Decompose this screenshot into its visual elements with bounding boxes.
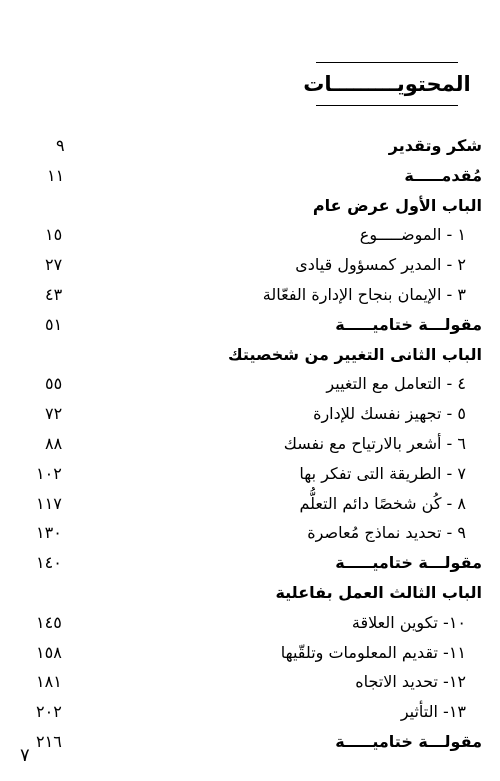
toc-page-number: ١١ xyxy=(47,166,65,185)
toc-row xyxy=(0,609,500,637)
toc-label: ٥ - تجهيز نفسك للإدارة xyxy=(313,404,466,423)
toc-row xyxy=(0,221,500,249)
toc-label: مُقدمـــــة xyxy=(404,166,482,185)
toc-page-number: ١٤٠ xyxy=(36,553,62,572)
toc-label: ١٠- تكوين العلاقة xyxy=(351,613,466,632)
toc-page-number: ١١٧ xyxy=(36,494,62,513)
toc-page-number: ٨٨ xyxy=(45,434,63,453)
toc-row xyxy=(0,162,500,190)
toc-row xyxy=(0,400,500,428)
toc-page-number: ١٥ xyxy=(45,225,63,244)
toc-label: ١١- تقديم المعلومات وتلقّيها xyxy=(280,643,466,662)
toc-row xyxy=(0,579,500,607)
toc-label: مقولـــة ختاميـــــة xyxy=(335,732,482,751)
toc-row xyxy=(0,132,500,160)
page-number: ٧ xyxy=(20,745,30,766)
toc-page-number: ١٣٠ xyxy=(36,523,62,542)
toc-label: ٦ - أشعر بالارتياح مع نفسك xyxy=(283,434,466,453)
toc-page-number: ١٤٥ xyxy=(36,613,62,632)
toc-label: ٨ - كُن شخصًا دائم التعلُّم xyxy=(299,494,466,513)
toc-row xyxy=(0,490,500,518)
toc-page-number: ٥٥ xyxy=(45,374,63,393)
toc-label: الباب الثانى التغيير من شخصيتك xyxy=(228,345,482,364)
toc-label: ١٢- تحديد الاتجاه xyxy=(355,672,466,691)
toc-page-number: ١٠٢ xyxy=(36,464,62,483)
toc-page-number: ١٥٨ xyxy=(36,643,62,662)
toc-row xyxy=(0,341,500,369)
toc-row xyxy=(0,668,500,696)
toc-page-number: ٢١٦ xyxy=(36,732,62,751)
toc-row xyxy=(0,430,500,458)
toc-label: الباب الأول عرض عام xyxy=(312,196,482,215)
toc-row xyxy=(0,728,500,756)
toc-label: مقولـــة ختاميـــــة xyxy=(335,553,482,572)
toc-label: ١ - الموضـــــوع xyxy=(359,225,466,244)
toc-label: ٢ - المدير كمسؤول قيادى xyxy=(295,255,466,274)
toc-row xyxy=(0,460,500,488)
toc-page-number: ٢٠٢ xyxy=(36,702,62,721)
contents-heading xyxy=(303,62,471,106)
toc-label: مقولـــة ختاميـــــة xyxy=(335,315,482,334)
toc-label: شكر وتقدير xyxy=(388,136,482,155)
toc-page-number: ٢٧ xyxy=(45,255,63,274)
toc-label: ١٣- التأثير xyxy=(400,702,466,721)
toc-page-number: ٧٢ xyxy=(45,404,63,423)
toc-row xyxy=(0,251,500,279)
toc-row xyxy=(0,639,500,667)
toc-row xyxy=(0,311,500,339)
toc-row xyxy=(0,370,500,398)
toc-label: الباب الثالث العمل بفاعلية xyxy=(275,583,482,602)
toc-label: ٩ - تحديد نماذج مُعاصرة xyxy=(307,523,466,542)
toc-row xyxy=(0,698,500,726)
toc-row xyxy=(0,192,500,220)
toc-label: ٧ - الطريقة التى تفكر بها xyxy=(299,464,466,483)
toc-page-number: ٤٣ xyxy=(45,285,63,304)
toc-row xyxy=(0,281,500,309)
toc-label: ٣ - الإيمان بنجاح الإدارة الفعّالة xyxy=(262,285,466,304)
toc-row xyxy=(0,549,500,577)
toc-page-number: ٥١ xyxy=(45,315,63,334)
toc-label: ٤ - التعامل مع التغيير xyxy=(326,374,466,393)
toc-page-number: ٩ xyxy=(56,136,65,155)
toc-page-number: ١٨١ xyxy=(36,672,62,691)
toc-row xyxy=(0,519,500,547)
page-title: المحتويـــــــــات xyxy=(303,72,471,96)
